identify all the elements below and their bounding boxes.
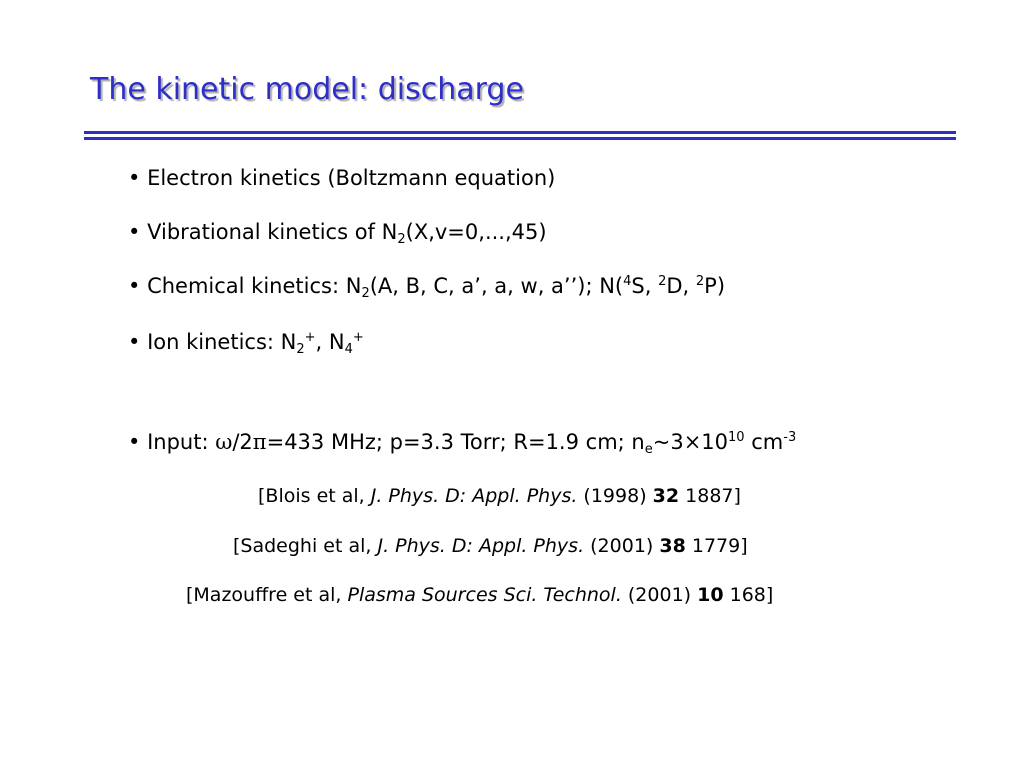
bullet-ion-kinetics [128,328,364,356]
bullet-marker: • [128,274,141,298]
bullet-input-parameters [128,428,796,456]
bullet-text: P) [704,274,726,298]
bullet-text: cm [744,430,784,454]
omega-symbol: ω [215,430,233,454]
bullet-text: S, [631,274,659,298]
bullet-text: , N [315,330,345,354]
reference-authors: [Sadeghi et al, [233,535,378,557]
reference-year: (2001) [621,584,698,606]
bullet-vibrational-kinetics [128,218,547,246]
reference-year: (2001) [584,535,660,557]
subscript: 2 [397,232,406,247]
superscript: -3 [783,430,797,445]
title-divider-top [84,131,956,134]
pi-symbol: π [252,430,267,454]
bullet-chemical-kinetics [128,272,725,300]
subscript: 2 [296,342,305,357]
bullet-text: =433 MHz; p=3.3 Torr; R=1.9 cm; n [266,430,645,454]
reference-volume: 32 [652,485,680,507]
bullet-text: Electron kinetics (Boltzmann equation) [147,166,556,190]
subscript: 4 [344,342,353,357]
reference-year: (1998) [577,485,653,507]
bullet-text: Vibrational kinetics of N [147,220,398,244]
reference-page: 1779] [685,535,748,557]
reference-authors: [Mazouffre et al, [186,584,348,606]
superscript: 2 [695,274,705,289]
bullet-text: /2 [232,430,253,454]
subscript: 2 [361,286,370,301]
reference-page: 168] [723,584,774,606]
bullet-text: (A, B, C, a’, a, w, a’’); N( [369,274,624,298]
reference-journal: J. Phys. D: Appl. Phys. [377,535,585,557]
reference-volume: 38 [659,535,686,557]
bullet-electron-kinetics [128,164,555,192]
reference-journal: Plasma Sources Sci. Technol. [347,584,622,606]
bullet-text: (X,v=0,...,45) [405,220,547,244]
bullet-marker: • [128,430,141,454]
bullet-text: ~3 [652,430,684,454]
bullet-text: Chemical kinetics: N [147,274,362,298]
reference-sadeghi [0,533,1024,559]
bullet-marker: • [128,220,141,244]
bullet-text: 10 [701,430,729,454]
superscript: + [304,330,316,345]
superscript: 4 [623,274,632,289]
bullet-marker: • [128,166,141,190]
subscript: e [644,442,653,457]
reference-mazouffre [0,582,1024,608]
slide-title: The kinetic model: discharge [90,72,524,107]
reference-journal: J. Phys. D: Appl. Phys. [370,485,578,507]
bullet-marker: • [128,330,141,354]
bullet-text: D, [666,274,696,298]
reference-authors: [Blois et al, [258,485,371,507]
bullet-text: Ion kinetics: N [147,330,297,354]
superscript: 10 [728,430,745,445]
title-divider-bottom [84,137,956,140]
bullet-text: Input: [147,430,216,454]
reference-blois [0,483,1024,509]
superscript: + [352,330,364,345]
reference-page: 1887] [679,485,741,507]
reference-volume: 10 [697,584,724,606]
times-symbol: × [683,430,702,454]
superscript: 2 [658,274,667,289]
